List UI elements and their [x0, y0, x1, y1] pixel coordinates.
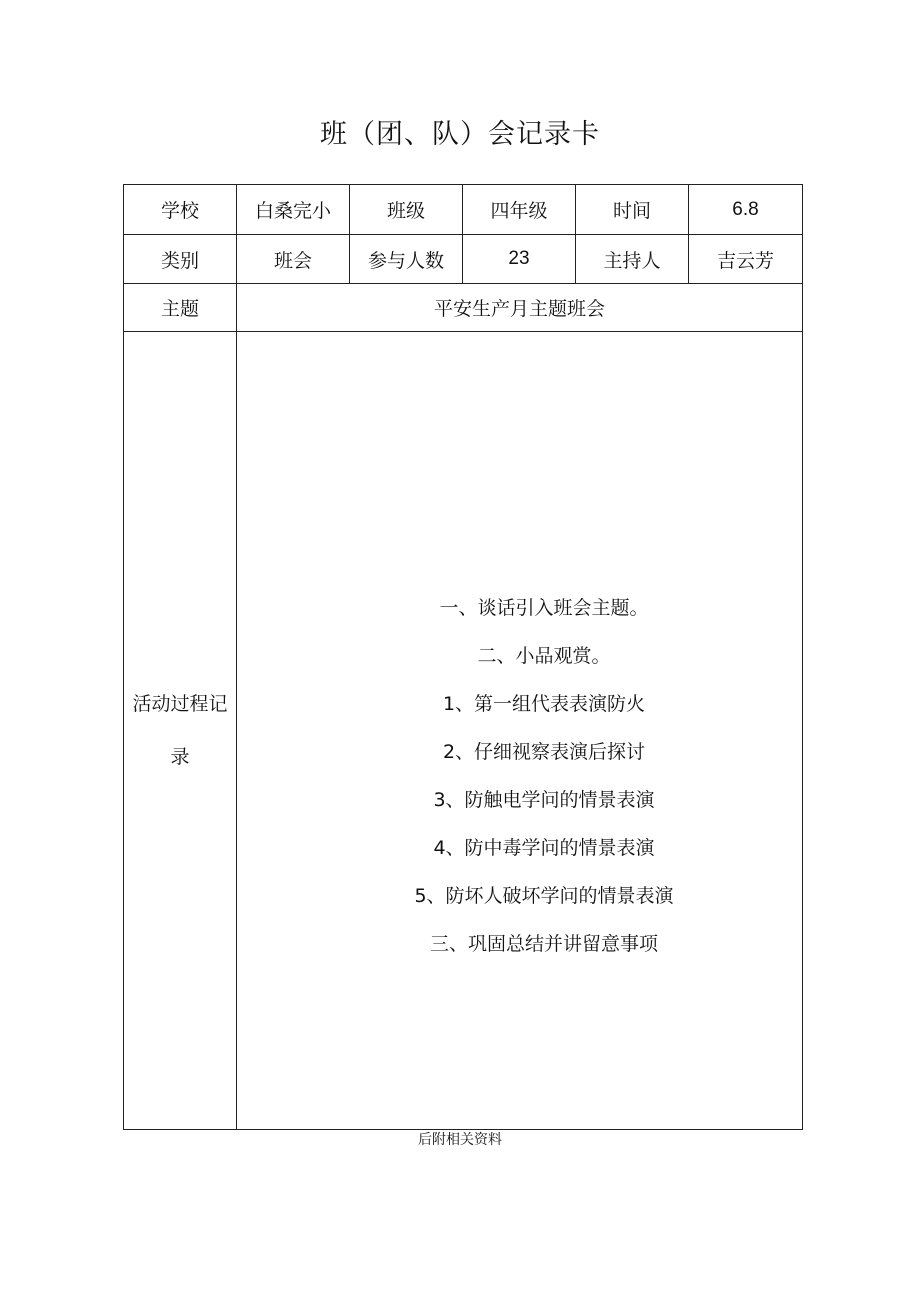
list-item: 2、仔细视察表演后探讨 [442, 740, 646, 763]
category-label: 类别 [124, 235, 237, 284]
table-row-category [124, 235, 803, 284]
table-row-theme [124, 284, 803, 332]
process-content [237, 332, 803, 1130]
time-label: 时间 [576, 185, 689, 235]
list-item: 二、小品观赏。 [477, 644, 611, 667]
page-title: 班（团、队）会记录卡 [320, 119, 600, 150]
table-row-process [124, 332, 803, 1130]
list-item: 1、第一组代表表演防火 [442, 692, 646, 715]
school-label: 学校 [124, 185, 237, 235]
participants-label: 参与人数 [350, 235, 463, 284]
class-label: 班级 [350, 185, 463, 235]
class-value: 四年级 [463, 185, 576, 235]
host-label: 主持人 [576, 235, 689, 284]
school-value: 白桑完小 [237, 185, 350, 235]
list-item: 三、巩固总结并讲留意事项 [429, 932, 658, 955]
category-value: 班会 [237, 235, 350, 284]
list-item: 4、防中毒学问的情景表演 [433, 836, 655, 859]
table-row-school [124, 185, 803, 235]
time-value: 6.8 [689, 185, 803, 235]
process-label-line2: 录 [170, 745, 190, 768]
list-item: 5、防坏人破坏学问的情景表演 [414, 884, 674, 907]
list-item: 3、防触电学问的情景表演 [433, 788, 655, 811]
host-value: 吉云芳 [689, 235, 803, 284]
theme-label: 主题 [124, 284, 237, 332]
process-label [124, 332, 237, 1130]
footer-note: 后附相关资料 [418, 1132, 502, 1148]
list-item: 一、谈话引入班会主题。 [439, 596, 649, 619]
process-steps-list [237, 488, 802, 974]
participants-value: 23 [463, 235, 576, 284]
record-table [123, 184, 803, 1130]
process-label-line1: 活动过程记 [132, 692, 228, 715]
theme-value: 平安生产月主题班会 [237, 284, 803, 332]
